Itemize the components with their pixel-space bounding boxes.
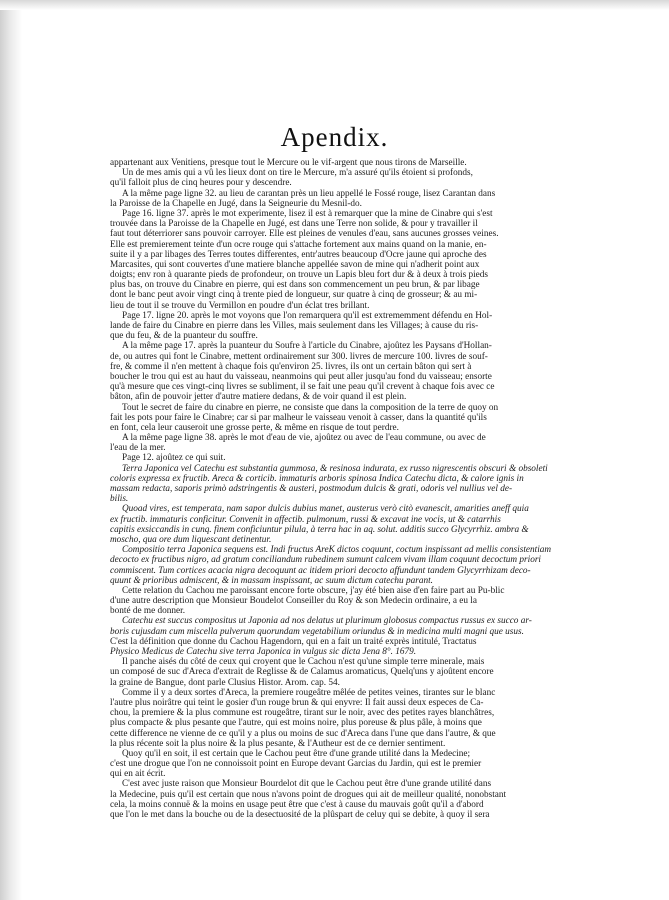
text-line: appartenant aux Venitiens, presque tout le Mercure ou le vif-argent que nous tirons de Marseille. (110, 158, 467, 168)
text-line: commiscent. Tum cortices acacia nigra decoquunt ac itidem priori decocto affundunt tandem Glycyrrhizam deco- (110, 565, 531, 576)
text-line: bonté de me donner. (110, 606, 186, 617)
text-line: la Paroisse de la Chapelle en Jugé, dans la Seigneurie du Mesnil-do. (110, 198, 362, 209)
text-line: capitis exsiccandis in cunq. finem conficiuntur pilula, à terra hac in aq. solut. additis succo Glycyrrhiz. ambra & (110, 524, 529, 535)
text-line: fait les pots pour faire le Cinabre; car si par malheur le vaisseau venoit à casser, dans la quantité qu'ils (110, 412, 487, 423)
text-line: chou, la premiere & la plus commune est rougeâtre, tirant sur le noir, avec des petites rayes blanchâtres, (110, 708, 495, 719)
text-line: ex fructib. immaturis conficitur. Convenit in affectib. pulmonum, russi & excavat ine vocis, ut & catarrhis (110, 514, 501, 525)
text-line: boris cujusdam cum miscella pulverum quorundam vegetabilium oriundus & in medicina multi magni que usus. (110, 626, 524, 637)
text-line: fre, & comme il n'en mettent à chaque fois qu'environ 25. livres, ils ont un certain bâton qui sert à (110, 361, 472, 372)
text-line: dont le banc peut avoir vingt cinq à trente pied de longueur, sur quatre à cinq de grosseur; & au mi- (110, 290, 478, 301)
text-line: la graine de Bangue, dont parle Clusius Histor. Arom. cap. 54. (110, 677, 340, 688)
text-line: C'est avec juste raison que Monsieur Bourdelot dit que le Cachou peut être d'une grande utilité dans (122, 779, 492, 790)
text-line: bilis. (110, 494, 129, 505)
page-header: Apendix. (280, 122, 389, 152)
text-line: Elle est premierement teinte d'un ocre rouge qui s'attache fortement aux mains quand on la manie, en- (110, 239, 487, 250)
text-line: decocto ex fructibus nigro, ad gratum conciliandum rubedinem sumunt calcem vivam illam coquunt decoctum priori (110, 555, 541, 566)
text-line: lieu de tout il se trouve du Vermillon en poudre d'un éclat tres brillant. (110, 300, 370, 311)
text-line: Terra Japonica vel Catechu est substantia gummosa, & resinosa indurata, ex russo nigrescentis obscuri & obsoleti (122, 463, 548, 474)
text-line: Page 16. ligne 37. après le mot experimente, lisez il est à remarquer que la mine de Cinabre qui s'est (122, 208, 493, 219)
text-line: qu'à mesure que ces vingt-cinq livres se subliment, il se fait une peau qu'il crevent à chaque fois avec ce (110, 382, 495, 393)
text-line: Quoy qu'il en soit, il est certain que le Cachou peut être d'une grande utilité dans la Medecine; (122, 748, 471, 759)
text-line: c'est une drogue que l'on ne connoissoit point en Europe devant Garcias du Jardin, qui est le premier (110, 759, 482, 770)
text-line: Il panche aisés du côté de ceux qui croyent que le Cachou n'est qu'une simple terre minerale, mais (122, 657, 485, 668)
text-line: massam redacta, saporis primò adstringentis & austeri, postmodum dulcis & grati, odoris vel nullius vel de- (110, 484, 513, 494)
text-line: Marcasites, qui sont couvertes d'une matiere blanche appellée savon de mine qui n'adherit point aux (110, 259, 480, 270)
text-line: que du feu, & de la puanteur du souffre. (110, 331, 258, 342)
text-line: Page 12. ajoûtez ce qui suit. (122, 453, 226, 464)
text-line: d'une autre description que Monsieur Boudelot Conseiller du Roy & son Medecin ordinaire, a eu la (110, 596, 477, 607)
text-line: A la même page ligne 38. après le mot d'eau de vie, ajoûtez ou avec de l'eau commune, ou avec de (122, 433, 486, 444)
text-line: en font, cela leur causeroit une grosse perte, & même en risque de tout perdre. (110, 422, 399, 433)
text-line: coloris expressa ex fructib. Areca & corticib. immaturis arboris spinosa Indica Catechu dicta, & calore ignis in (110, 473, 524, 484)
text-line: Un de mes amis qui a vû les lieux dont on tire le Mercure, m'a assuré qu'ils étoient si profonds, (122, 168, 473, 179)
text-line: trouvée dans la Paroisse de la Chapelle en Jugé, est dans une Terre non solide, & pour y travailler il (110, 219, 478, 230)
text-line: cette difference ne vienne de ce qu'il y a plus ou moins de suc d'Areca dans l'une que dans l'autre, & que (110, 728, 496, 739)
text-line: A la même page 17. après la puanteur du Soufre à l'article du Cinabre, ajoûtez les Paysans d'Hollan- (122, 341, 492, 352)
text-line: boucher le trou qui est au haut du vaisseau, neanmoins qui peut aller jusqu'au fond du vaisseau; ensorte (110, 371, 492, 382)
text-line: qui en ait écrit. (110, 769, 166, 780)
text-line: Compositio terra Japonica sequens est. Indi fructus AreK dictos coquunt, coctum inspissant ad mellis consistentiam (122, 545, 552, 556)
text-line: Quoad vires, est temperata, nam sapor dulcis dubius manet, austerus verò citò evanescit, amarities aneff quia (122, 504, 529, 515)
text-line: A la même page ligne 32. au lieu de carantan près un lieu appellé le Fossé rouge, lisez Carantan dans (122, 188, 496, 199)
document-body (110, 158, 560, 820)
text-line: lande de faire du Cinabre en pierre dans les Villes, mais seulement dans les Villages; à cause du ris- (110, 321, 479, 331)
page-top-shadow (0, 0, 669, 10)
text-line: C'est la définition que donne du Cachou Hagendorn, qui en a fait un traité exprès intitulé, Tractatus (110, 636, 477, 647)
text-line: la plus récente soit la plus noire & la plus pesante, & l'Autheur est de ce dernier sentiment. (110, 738, 446, 749)
text-line: doigts; env ron à quarante pieds de profondeur, on trouve un Lapis bleu fort dur & à deux à trois pieds (110, 270, 489, 281)
text-line: qu'il falloit plus de cinq heures pour y descendre. (110, 178, 292, 189)
text-line: Page 17. ligne 20. après le mot voyons que l'on remarquera qu'il est extrememment défendu en Hol- (122, 310, 493, 321)
text-line: la Medecine, puis qu'il est certain que nous n'avons point de drogues qui ait de meilleur qualité, nonobstant (110, 789, 507, 800)
text-line: Comme il y a deux sortes d'Areca, la premiere rougeâtre mêlée de petites veines, tirantes sur le blanc (122, 687, 496, 698)
text-line: bâton, afin de pouvoir jetter d'autre matiere dedans, & de voir quand il est plein. (110, 392, 407, 403)
text-line: de, ou autres qui font le Cinabre, mettent ordinairement sur 300. livres de mercure 100. livres de souf- (110, 351, 488, 362)
text-line: faut tout déterriorer sans pouvoir carroyer. Elle est pleines de venules d'eau, sans aucunes grosses veines. (110, 229, 499, 240)
text-line: l'eau de la mer. (110, 443, 166, 454)
text-line: cela, la moins connuë & la moins en usage peut être que c'est à cause du mauvais goût qu'il a d'abord (110, 799, 484, 810)
text-line: quunt & prioribus admiscent, & in massam inspissant, ac suum dictum catechu parant. (110, 575, 433, 586)
text-line: Cette relation du Cachou me paroissant encore forte obscure, j'ay été bien aise d'en faire part au Pu-blic (122, 585, 505, 596)
text-line: Physico Medicus de Catechu sive terra Japonica in vulgus sic dicta Jena 8°. 1679. (110, 647, 417, 657)
text-line: l'autre plus noirâtre qui teint le gosier d'un rouge brun & qui enyvre: Il fait aussi deux especes de Ca- (110, 697, 484, 708)
text-line: plus bas, on trouve du Cinabre en pierre, qui est dans son commencement un peu brun, & par libage (110, 280, 480, 291)
text-line: moscho, qua ore dum liquescant detinentur. (110, 534, 272, 545)
text-line: Catechu est succus compositus ut Japonia ad nos delatus ut plurimum globosus compactus russus ex succo ar- (122, 616, 532, 627)
text-line: Tout le secret de faire du cinabre en pierre, ne consiste que dans la composition de la terre de quoy on (122, 402, 499, 413)
text-line: plus compacte & plus pesante que l'autre, qui est moins noire, plus poreuse & plus pâle, à moins que (110, 718, 482, 729)
text-line: suite il y a par libages des Terres toutes differentes, entr'autres beaucoup d'Ocre jaune qui aproche des (110, 249, 487, 260)
text-line: que l'on le met dans la bouche ou de la desectuosité de la plûspart de celuy qui se debite, à quoy il sera (110, 810, 490, 820)
text-line: un composé de suc d'Areca d'extrait de Reglisse & de Calamus aromaticus, Quelq'uns y ajoûtent encore (110, 667, 494, 678)
